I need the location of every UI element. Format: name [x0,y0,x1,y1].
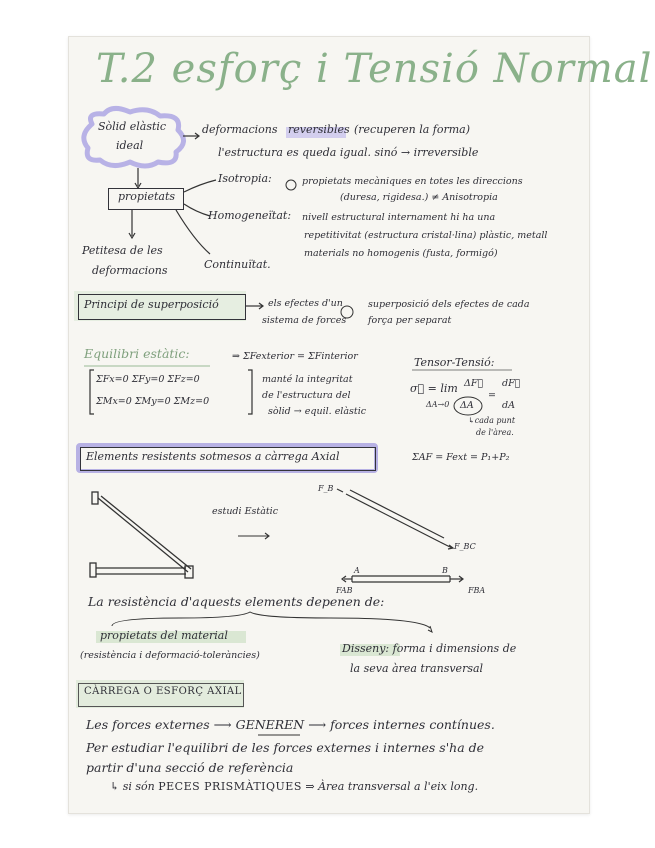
label-fab: FAB [336,586,353,595]
principi-text2: sistema de forces [262,315,347,326]
elements-sum: ΣAF = Fext = P₁+P₂ [412,452,510,463]
solid-elastic-line1: Sòlid elàstic [98,120,167,133]
equilibri-row2: ΣMx=0 ΣMy=0 ΣMz=0 [96,396,210,407]
peces-suffix: ⇒ Àrea transversal a l'eix long. [305,780,479,793]
label-fb: F_B [318,484,334,493]
equals-circle-1 [286,180,296,190]
cloud-outline [84,108,184,166]
prop-material-line1: propietats del material [100,629,228,642]
estudiar-line1: Per estudiar l'equilibri de les forces externes i internes s'ha de [86,740,485,755]
tensor-sigma: σ⃗ = lim [410,382,458,395]
page-title: T.2 esforç i Tensió Normal [96,46,653,92]
equilibri-summary: ⇒ ΣFexterior = ΣFinterior [232,351,358,362]
truss-drawing [90,492,193,578]
disseny-line2: la seva àrea transversal [350,662,484,675]
estudiar-line2: partir d'una secció de referència [86,760,294,775]
estudi-label: estudi Estàtic [212,506,279,517]
homogeneitat-line3: materials no homogenis (fusta, formigó) [304,248,498,259]
estructura-text: l'estructura es queda igual. sinó → irreversible [218,146,479,159]
tensor-eq: = [488,390,496,401]
label-fbc: F_BC [454,542,476,551]
arrow-to-isotropia [184,180,216,192]
disseny-text: forma i dimensions de [389,642,517,655]
free-body-bc [337,489,453,549]
arrow-to-continuitat [176,210,210,254]
principi-text1: els efectes d'un [268,298,343,309]
homogeneitat-line1: nivell estructural internament hi ha una [302,212,496,223]
free-body-ab [342,576,463,582]
forces-externes: Les forces externes ⟶ [86,717,232,732]
disseny-line1 [342,642,516,655]
tensor-note1: ↳cada punt [468,416,516,425]
principi-eq1: superposició dels efectes de cada [368,299,530,310]
equilibri-text3: sòlid → equil. elàstic [268,406,367,417]
peces-prismatiques: PECES PRISMÀTIQUES [158,780,302,793]
petitesa-line2: deformacions [92,264,168,277]
equilibri-text2: de l'estructura del [262,390,351,401]
label-b: B [442,566,448,575]
prop-material-line2: (resistència i deformació-toleràncies) [80,650,260,661]
homogeneitat-line2: repetitivitat (estructura cristal·lina) plàstic, metall [304,230,548,241]
depenen-brace [112,612,430,628]
solid-elastic-line2: ideal [116,139,144,152]
equilibri-heading: Equilibri estàtic: [84,346,190,361]
equilibri-row1: ΣFx=0 ΣFy=0 ΣFz=0 [96,374,200,385]
label-fba: FBA [468,586,486,595]
eq-bracket-right [248,370,252,414]
tensor-heading: Tensor-Tensió: [414,356,495,369]
principi-box-label: Principi de superposició [84,298,219,311]
forces-internes: ⟶ forces internes contínues. [308,717,495,732]
generen: GENEREN [235,717,305,732]
tensor-frac1-num: ΔF⃗ [464,378,484,389]
recuperen-text: (recuperen la forma) [354,123,471,136]
isotropia-line1: propietats mecàniques en totes les direccions [302,176,523,187]
continuitat-text: Continuïtat. [204,258,271,271]
peces-line [110,780,478,793]
petitesa-line1: Petitesa de les [82,244,163,257]
equilibri-text1: manté la integritat [262,374,353,385]
carrega-box-label: CÀRREGA O ESFORÇ AXIAL [84,686,242,697]
tensor-frac2-den: dA [502,400,515,411]
resistencia-line: La resistència d'aquests elements depenen de: [88,594,385,609]
deformacions-text: deformacions [202,123,278,136]
isotropia-line2: (duresa, rigidesa.) ≠ Anisotropia [340,192,498,203]
eq-bracket-left [90,370,94,414]
homogeneitat-label: Homogeneïtat: [208,209,292,222]
disseny-label: Disseny: [342,642,390,655]
elements-box-label: Elements resistents sotmesos a càrrega Axial [86,450,340,463]
tensor-lim-sub: ΔA→0 [426,400,450,409]
label-a: A [354,566,360,575]
tensor-frac2-num: dF⃗ [502,378,521,389]
propietats-label: propietats [118,190,176,203]
forces-line [86,717,495,732]
arrow-to-homogeneitat [184,204,210,216]
tensor-note2: de l'àrea. [476,428,514,437]
reversibles-text: reversibles [288,123,350,136]
peces-prefix: ↳ si són [110,780,155,793]
tensor-frac1-den: ΔA [460,400,474,411]
principi-eq2: força per separat [368,315,452,326]
isotropia-label: Isotropia: [218,172,272,185]
